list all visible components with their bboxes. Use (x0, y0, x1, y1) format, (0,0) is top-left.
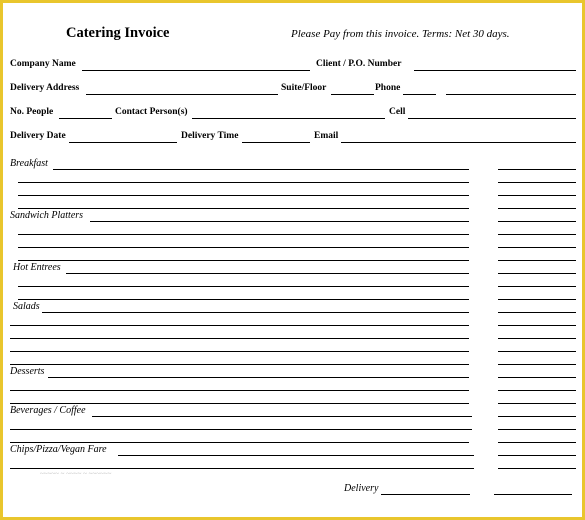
price-line[interactable] (498, 169, 576, 170)
item-line[interactable] (18, 208, 469, 209)
email-label: Email (314, 131, 339, 141)
invoice-title: Catering Invoice (66, 25, 170, 41)
item-line[interactable] (90, 221, 469, 222)
price-line[interactable] (498, 182, 576, 183)
delivery-time-label: Delivery Time (181, 131, 239, 141)
delivery-price-field[interactable] (494, 494, 572, 495)
item-line[interactable] (10, 442, 469, 443)
no-people-label: No. People (10, 107, 54, 117)
item-line[interactable] (118, 455, 474, 456)
item-line[interactable] (66, 273, 469, 274)
item-line[interactable] (42, 312, 469, 313)
price-line[interactable] (498, 260, 576, 261)
cell-field[interactable] (408, 118, 576, 119)
price-line[interactable] (498, 195, 576, 196)
item-line[interactable] (18, 182, 469, 183)
category-hot-entrees: Hot Entrees (13, 262, 61, 273)
delivery-address-label: Delivery Address (10, 83, 80, 93)
item-line[interactable] (92, 416, 472, 417)
price-line[interactable] (498, 273, 576, 274)
suite-floor-field[interactable] (331, 94, 374, 95)
price-line[interactable] (498, 377, 576, 378)
client-po-label: Client / P.O. Number (316, 59, 402, 69)
email-field[interactable] (341, 142, 576, 143)
phone-label: Phone (375, 83, 401, 93)
item-line[interactable] (10, 468, 474, 469)
price-line[interactable] (498, 338, 576, 339)
item-line[interactable] (10, 403, 469, 404)
company-name-label: Company Name (10, 59, 76, 69)
price-line[interactable] (498, 442, 576, 443)
delivery-date-field[interactable] (69, 142, 177, 143)
price-line[interactable] (498, 468, 576, 469)
item-line[interactable] (18, 234, 469, 235)
category-chips-pizza-vegan: Chips/Pizza/Vegan Fare (10, 444, 107, 455)
price-line[interactable] (498, 208, 576, 209)
no-people-field[interactable] (59, 118, 112, 119)
phone-field-part1[interactable] (403, 94, 436, 95)
price-line[interactable] (498, 221, 576, 222)
item-line[interactable] (18, 247, 469, 248)
item-line[interactable] (10, 325, 469, 326)
price-line[interactable] (498, 286, 576, 287)
phone-field-part2[interactable] (446, 94, 576, 95)
item-line[interactable] (10, 338, 469, 339)
item-line[interactable] (18, 260, 469, 261)
item-line[interactable] (10, 364, 469, 365)
price-line[interactable] (498, 312, 576, 313)
cell-label: Cell (389, 107, 406, 117)
category-breakfast: Breakfast (10, 158, 48, 169)
item-line[interactable] (18, 286, 469, 287)
delivery-charge-field[interactable] (381, 494, 470, 495)
client-po-field[interactable] (414, 70, 576, 71)
price-line[interactable] (498, 390, 576, 391)
price-line[interactable] (498, 403, 576, 404)
delivery-date-label: Delivery Date (10, 131, 66, 141)
item-line[interactable] (10, 351, 469, 352)
faint-watermark-text: ~~~~~ ~ ~~~~ ~ ~~~~~~ (40, 470, 112, 478)
delivery-time-field[interactable] (242, 142, 310, 143)
price-line[interactable] (498, 299, 576, 300)
item-line[interactable] (53, 169, 469, 170)
delivery-address-field[interactable] (86, 94, 278, 95)
suite-floor-label: Suite/Floor (281, 83, 327, 93)
item-line[interactable] (48, 377, 469, 378)
item-line[interactable] (18, 195, 469, 196)
category-salads: Salads (13, 301, 40, 312)
category-beverages-coffee: Beverages / Coffee (10, 405, 86, 416)
delivery-footer-label: Delivery (344, 483, 379, 494)
price-line[interactable] (498, 416, 576, 417)
price-line[interactable] (498, 325, 576, 326)
item-line[interactable] (18, 299, 469, 300)
price-line[interactable] (498, 455, 576, 456)
payment-terms: Please Pay from this invoice. Terms: Net 30 days. (291, 28, 510, 40)
item-line[interactable] (10, 390, 469, 391)
contact-persons-label: Contact Person(s) (115, 107, 188, 117)
price-line[interactable] (498, 429, 576, 430)
price-line[interactable] (498, 351, 576, 352)
price-line[interactable] (498, 234, 576, 235)
company-name-field[interactable] (82, 70, 310, 71)
contact-persons-field[interactable] (192, 118, 385, 119)
category-sandwich-platters: Sandwich Platters (10, 210, 84, 221)
category-desserts: Desserts (10, 366, 45, 377)
item-line[interactable] (10, 429, 472, 430)
price-line[interactable] (498, 364, 576, 365)
price-line[interactable] (498, 247, 576, 248)
